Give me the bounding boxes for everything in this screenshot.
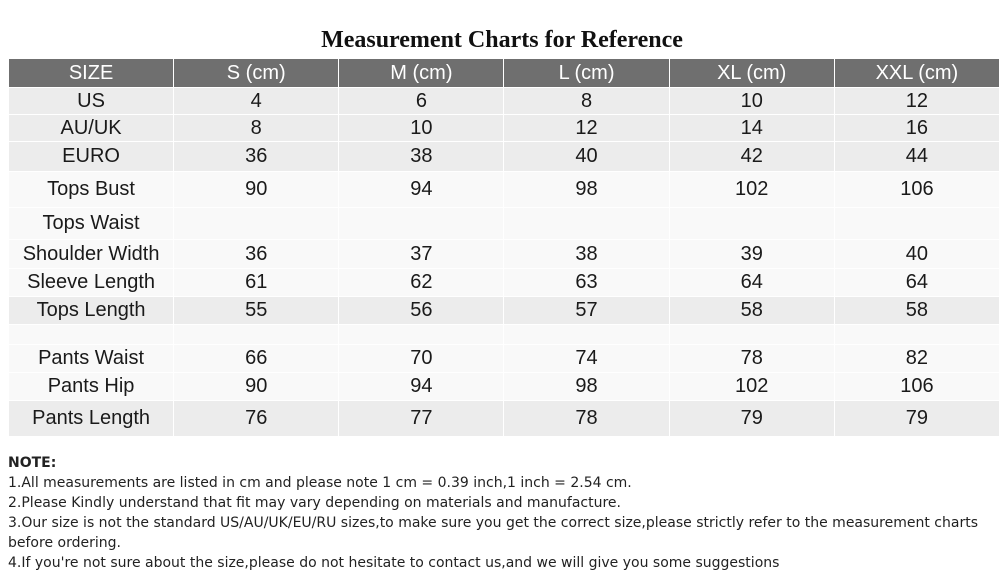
- table-cell: 77: [339, 401, 504, 437]
- page-title: Measurement Charts for Reference: [321, 27, 683, 53]
- table-cell: 94: [339, 172, 504, 208]
- table-cell: 12: [504, 115, 669, 142]
- table-cell: 58: [834, 297, 999, 325]
- row-label: Shoulder Width: [9, 240, 174, 269]
- measurement-table: [8, 58, 1000, 437]
- table-cell: [174, 208, 339, 240]
- table-cell: [834, 325, 999, 345]
- table-row: [9, 297, 1000, 325]
- table-cell: 14: [669, 115, 834, 142]
- table-cell: [834, 208, 999, 240]
- note-line: 4.If you're not sure about the size,please do not hesitate to contact us,and we will give you some suggestions: [8, 555, 780, 571]
- table-row: [9, 208, 1000, 240]
- notes-section: [8, 453, 996, 573]
- note-line: 2.Please Kindly understand that fit may vary depending on materials and manufacture.: [8, 495, 621, 511]
- table-cell: 79: [669, 401, 834, 437]
- table-cell: 10: [339, 115, 504, 142]
- notes-heading: NOTE:: [8, 455, 57, 471]
- header-xl: XL (cm): [669, 59, 834, 88]
- table-cell: [504, 208, 669, 240]
- table-cell: 56: [339, 297, 504, 325]
- table-cell: 6: [339, 88, 504, 115]
- row-label: Tops Bust: [9, 172, 174, 208]
- table-cell: 98: [504, 172, 669, 208]
- header-size: SIZE: [9, 59, 174, 88]
- table-cell: 61: [174, 269, 339, 297]
- table-cell: 44: [834, 142, 999, 172]
- table-cell: 64: [834, 269, 999, 297]
- table-cell: 55: [174, 297, 339, 325]
- table-cell: [339, 208, 504, 240]
- table-cell: 70: [339, 345, 504, 373]
- table-cell: 106: [834, 172, 999, 208]
- row-label: Pants Length: [9, 401, 174, 437]
- table-cell: 40: [834, 240, 999, 269]
- table-cell: 64: [669, 269, 834, 297]
- table-cell: [504, 325, 669, 345]
- table-cell: 58: [669, 297, 834, 325]
- table-row: [9, 373, 1000, 401]
- table-cell: 94: [339, 373, 504, 401]
- table-cell: 10: [669, 88, 834, 115]
- table-cell: 66: [174, 345, 339, 373]
- note-line: 1.All measurements are listed in cm and please note 1 cm = 0.39 inch,1 inch = 2.54 cm.: [8, 475, 632, 491]
- table-cell: [174, 325, 339, 345]
- table-cell: [669, 325, 834, 345]
- row-label: Pants Waist: [9, 345, 174, 373]
- table-row: [9, 142, 1000, 172]
- row-label: Sleeve Length: [9, 269, 174, 297]
- table-cell: 42: [669, 142, 834, 172]
- table-cell: [669, 208, 834, 240]
- table-cell: 36: [174, 240, 339, 269]
- row-label: Pants Hip: [9, 373, 174, 401]
- row-label: EURO: [9, 142, 174, 172]
- header-l: L (cm): [504, 59, 669, 88]
- table-cell: 74: [504, 345, 669, 373]
- table-row: [9, 345, 1000, 373]
- table-row: [9, 115, 1000, 142]
- table-cell: 78: [504, 401, 669, 437]
- table-cell: 40: [504, 142, 669, 172]
- table-cell: 8: [174, 115, 339, 142]
- table-cell: 102: [669, 373, 834, 401]
- table-cell: 57: [504, 297, 669, 325]
- table-cell: 82: [834, 345, 999, 373]
- table-row: [9, 172, 1000, 208]
- header-xxl: XXL (cm): [834, 59, 999, 88]
- table-cell: 38: [504, 240, 669, 269]
- table-row: [9, 401, 1000, 437]
- table-cell: 90: [174, 373, 339, 401]
- table-row: [9, 240, 1000, 269]
- row-label: AU/UK: [9, 115, 174, 142]
- header-m: M (cm): [339, 59, 504, 88]
- row-label: Tops Length: [9, 297, 174, 325]
- row-label: Tops Waist: [9, 208, 174, 240]
- row-label: [9, 325, 174, 345]
- table-cell: 38: [339, 142, 504, 172]
- table-cell: [339, 325, 504, 345]
- table-cell: 36: [174, 142, 339, 172]
- table-cell: 78: [669, 345, 834, 373]
- table-cell: 102: [669, 172, 834, 208]
- table-cell: 76: [174, 401, 339, 437]
- table-cell: 16: [834, 115, 999, 142]
- header-s: S (cm): [174, 59, 339, 88]
- table-cell: 8: [504, 88, 669, 115]
- table-cell: 37: [339, 240, 504, 269]
- table-cell: 4: [174, 88, 339, 115]
- table-cell: 62: [339, 269, 504, 297]
- table-cell: 63: [504, 269, 669, 297]
- table-row-spacer: [9, 325, 1000, 345]
- table-cell: 98: [504, 373, 669, 401]
- table-row: [9, 88, 1000, 115]
- table-row: [9, 269, 1000, 297]
- table-cell: 90: [174, 172, 339, 208]
- table-cell: 79: [834, 401, 999, 437]
- table-cell: 39: [669, 240, 834, 269]
- note-line: 3.Our size is not the standard US/AU/UK/EU/RU sizes,to make sure you get the correct size,please strictly refer to the measurement charts before ordering.: [8, 515, 978, 551]
- table-cell: 106: [834, 373, 999, 401]
- table-cell: 12: [834, 88, 999, 115]
- table-header-row: [9, 59, 1000, 88]
- row-label: US: [9, 88, 174, 115]
